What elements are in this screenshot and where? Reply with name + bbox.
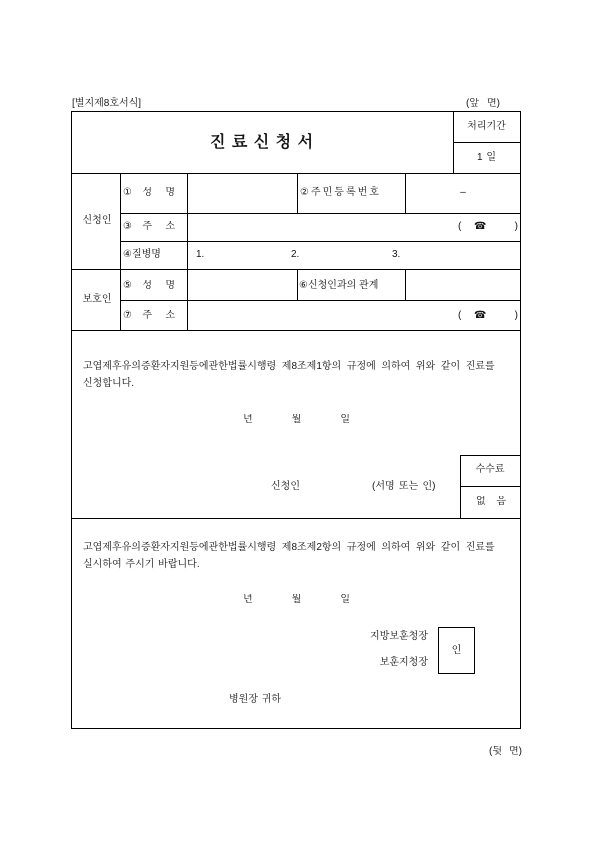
table-rule-vertical bbox=[297, 269, 298, 300]
applicant-name-field bbox=[188, 174, 297, 213]
resident-number-field: – bbox=[460, 187, 466, 198]
processing-period-label: 처리기간 bbox=[467, 121, 506, 132]
signature-note: (서명 또는 인) bbox=[372, 481, 436, 492]
seal-label: 인 bbox=[451, 645, 462, 656]
form-number-label: [별지제8호서식] bbox=[72, 98, 142, 109]
table-rule-horizontal bbox=[71, 518, 521, 519]
guardian-name-field bbox=[188, 270, 297, 300]
issuer-regional-label: 지방보훈청장 bbox=[370, 631, 428, 642]
relationship-field bbox=[406, 270, 520, 300]
processing-period-value: 1 일 bbox=[477, 152, 496, 163]
applicant-signature-label: 신청인 bbox=[271, 481, 300, 492]
guardian-address-label: ⑦주 소 bbox=[123, 310, 175, 321]
table-rule-horizontal bbox=[460, 486, 520, 487]
table-rule-horizontal bbox=[453, 142, 520, 143]
request-statement: 실시하여 주시기 바랍니다. bbox=[83, 559, 200, 570]
fee-label: 수수료 bbox=[475, 464, 505, 475]
table-rule-vertical bbox=[120, 173, 121, 330]
guardian-phone-field: (☎ ) bbox=[458, 310, 518, 321]
application-statement: 고엽제후유의증환자지원등에관한법률시행령 제8조제1항의 규정에 의하여 위와 같이 진료를 bbox=[83, 361, 495, 372]
resident-number-label: ②주민등록번호 bbox=[300, 187, 381, 198]
disease-label: ④질병명 bbox=[123, 249, 161, 260]
request-statement: 고엽제후유의증환자지원등에관한법률시행령 제8조제2항의 규정에 의하여 위와 같이 진료를 bbox=[83, 542, 495, 553]
fee-value: 없 음 bbox=[476, 496, 506, 507]
guardian-section-label: 보호인 bbox=[82, 294, 112, 305]
applicant-name-label: ①성 명 bbox=[123, 187, 175, 198]
front-side-label: (앞 면) bbox=[466, 98, 500, 109]
application-date: 년 월 일 bbox=[243, 414, 350, 425]
applicant-section-label: 신청인 bbox=[82, 215, 112, 226]
relationship-label: ⑥신청인과의 관계 bbox=[299, 280, 379, 291]
disease-item: 2. bbox=[291, 249, 300, 260]
request-date: 년 월 일 bbox=[243, 594, 350, 605]
applicant-phone-field: (☎ ) bbox=[458, 221, 518, 232]
applicant-address-label: ③주 소 bbox=[123, 221, 175, 232]
table-rule-horizontal bbox=[71, 330, 521, 331]
back-side-label: (뒷 면) bbox=[489, 746, 522, 757]
disease-item: 3. bbox=[392, 249, 401, 260]
guardian-name-label: ⑤성 명 bbox=[123, 280, 175, 291]
form-title: 진 료 신 청 서 bbox=[209, 134, 315, 151]
table-rule-vertical bbox=[297, 173, 298, 213]
table-rule-horizontal bbox=[460, 455, 520, 456]
addressee: 병원장 귀하 bbox=[229, 694, 282, 705]
application-statement: 신청합니다. bbox=[83, 378, 135, 389]
disease-item: 1. bbox=[196, 249, 205, 260]
table-rule-horizontal bbox=[120, 241, 520, 242]
official-seal-box bbox=[438, 627, 475, 674]
issuer-branch-label: 보훈지청장 bbox=[379, 657, 428, 668]
